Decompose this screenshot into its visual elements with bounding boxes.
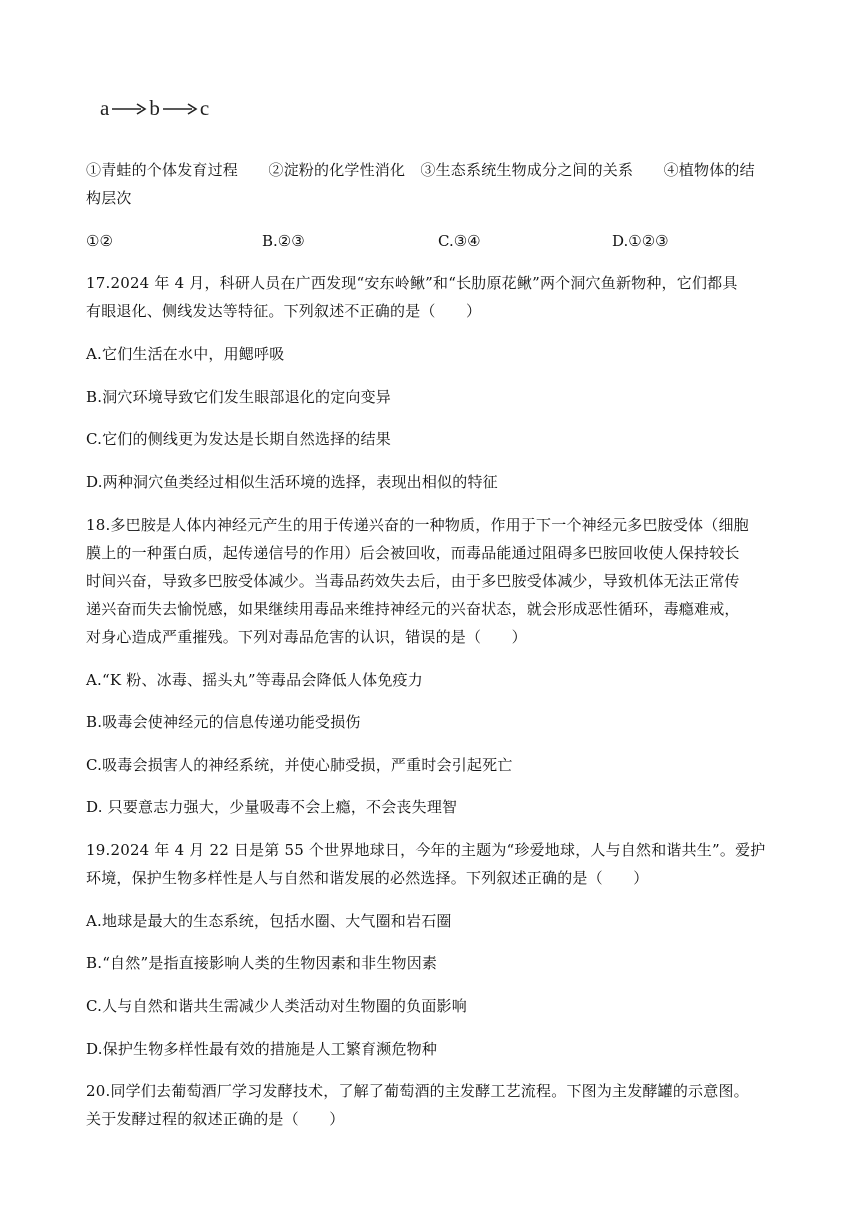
q17-stem-line-1: 17.2024 年 4 月，科研人员在广西发现“安东岭鳅”和“长肋原花鳅”两个洞穴鱼新物种，它们都具 <box>86 274 738 292</box>
q18-stem-line-1: 18.多巴胺是人体内神经元产生的用于传递兴奋的一种物质，作用于下一个神经元多巴胺受体（细胞 <box>86 516 749 534</box>
q18-stem-line-3: 时间兴奋，导致多巴胺受体减少。当毒品药效失去后，由于多巴胺受体减少，导致机体无法正常传 <box>86 572 740 590</box>
q18-option-d[interactable]: D. 只要意志力强大，少量吸毒不会上瘾，不会丧失理智 <box>86 798 458 816</box>
q18-option-a[interactable]: A.“K 粉、冰毒、摇头丸”等毒品会降低人体免疫力 <box>86 671 423 689</box>
q17-option-a[interactable]: A.它们生活在水中，用鳃呼吸 <box>86 345 285 363</box>
right-arrow-icon <box>111 102 147 116</box>
q18-stem-line-4: 递兴奋而失去愉悦感，如果继续用毒品来维持神经元的兴奋状态，就会形成恶性循环，毒瘾难戒， <box>86 600 740 618</box>
flow-node-b: b <box>149 96 160 120</box>
q19-option-d[interactable]: D.保护生物多样性最有效的措施是人工繁育濒危物种 <box>86 1040 438 1058</box>
q19-option-b[interactable]: B.“自然”是指直接影响人类的生物因素和非生物因素 <box>86 954 438 972</box>
q16-option-b[interactable]: B.②③ <box>262 232 305 250</box>
q19-option-c[interactable]: C.人与自然和谐共生需减少人类活动对生物圈的负面影响 <box>86 997 467 1015</box>
q16-options <box>86 231 786 251</box>
q17-stem-line-2: 有眼退化、侧线发达等特征。下列叙述不正确的是（ ） <box>86 302 482 320</box>
flow-node-a: a <box>100 96 110 120</box>
flow-diagram <box>100 96 209 121</box>
q19-stem-line-2: 环境，保护生物多样性是人与自然和谐发展的必然选择。下列叙述正确的是（ ） <box>86 869 649 887</box>
flow-node-c: c <box>199 96 210 120</box>
q17-option-c[interactable]: C.它们的侧线更为发达是长期自然选择的结果 <box>86 430 391 448</box>
q19-stem-line-1: 19.2024 年 4 月 22 日是第 55 个世界地球日，今年的主题为“珍爱地球，人与自然和谐共生”。爱护 <box>86 841 766 859</box>
q20-stem-line-2: 关于发酵过程的叙述正确的是（ ） <box>86 1110 345 1128</box>
q18-option-c[interactable]: C.吸毒会损害人的神经系统，并使心肺受损，严重时会引起死亡 <box>86 756 513 774</box>
q19-option-a[interactable]: A.地球是最大的生态系统，包括水圈、大气圈和岩石圈 <box>86 912 452 930</box>
q20-stem-line-1: 20.同学们去葡萄酒厂学习发酵技术，了解了葡萄酒的主发酵工艺流程。下图为主发酵罐的示意图。 <box>86 1082 749 1100</box>
q18-stem-line-5: 对身心造成严重摧残。下列对毒品危害的认识，错误的是（ ） <box>86 628 527 646</box>
q17-option-b[interactable]: B.洞穴环境导致它们发生眼部退化的定向变异 <box>86 388 391 406</box>
q16-items-line-1: ①青蛙的个体发育过程 ②淀粉的化学性消化 ③生态系统生物成分之间的关系 ④植物体的结 <box>86 161 755 179</box>
right-arrow-icon <box>162 102 198 116</box>
q16-option-a[interactable]: ①② <box>86 232 113 250</box>
q16-items-line-2: 构层次 <box>86 189 132 207</box>
q17-option-d[interactable]: D.两种洞穴鱼类经过相似生活环境的选择，表现出相似的特征 <box>86 473 498 491</box>
q16-option-c[interactable]: C.③④ <box>438 232 481 250</box>
q18-stem-line-2: 膜上的一种蛋白质，起传递信号的作用）后会被回收，而毒品能通过阻碍多巴胺回收使人保持较长 <box>86 544 740 562</box>
q16-option-d[interactable]: D.①②③ <box>612 232 669 250</box>
q18-option-b[interactable]: B.吸毒会使神经元的信息传递功能受损伤 <box>86 713 361 731</box>
